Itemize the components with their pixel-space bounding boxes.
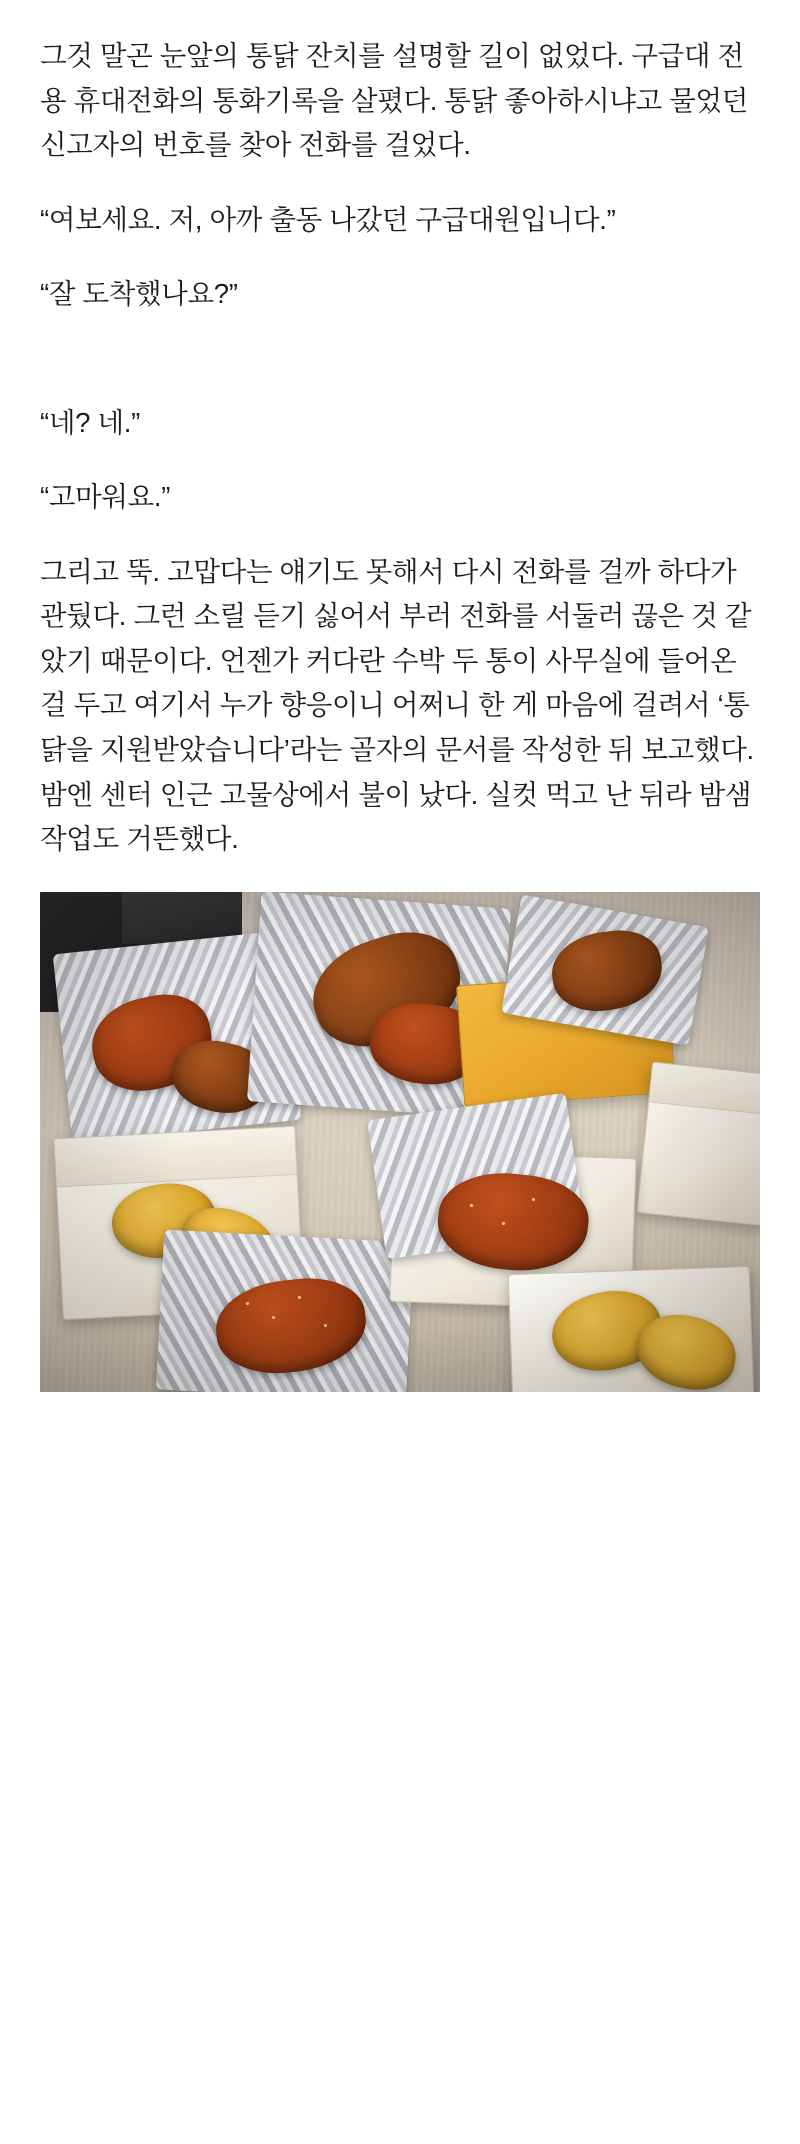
photo-paper-box [636, 1061, 760, 1226]
paragraph-2-dialogue: “여보세요. 저, 아까 출동 나갔던 구급대원입니다.” [40, 203, 616, 235]
paragraph-5-dialogue: “고마워요.” [40, 481, 171, 513]
photo-sesame-seed [470, 1204, 473, 1207]
photo-box-lid [54, 1126, 296, 1186]
photo-sesame-seed [298, 1296, 301, 1299]
photo-sesame-seed [324, 1324, 327, 1327]
article-body [0, 0, 800, 862]
photo-container [0, 892, 800, 1392]
photo-sesame-seed [502, 1222, 505, 1225]
photo-sesame-seed [532, 1198, 535, 1201]
paragraph-6: 그리고 뚝. 고맙다는 얘기도 못해서 다시 전화를 걸까 하다가 관뒀다. 그런 소릴 듣기 싫어서 부러 전화를 서둘러 끊은 것 같았기 때문이다. 언젠가 커다란 수박 두 통이 사무실에 들어온 걸 두고 여기서 누가 향응이니 어쩌니 한 게 마음에 걸려서 ‘통닭을 지원받았습니다’라는 골자의 문서를 작성한 뒤 보고했다. 밤엔 센터 인근 고물상에서 불이 났다. 실컷 먹고 난 뒤라 밤샘 작업도 거뜬했다. [40, 555, 754, 855]
paragraph-4-dialogue: “네? 네.” [40, 406, 140, 438]
paragraph-1: 그것 말곤 눈앞의 통닭 잔치를 설명할 길이 없었다. 구급대 전용 휴대전화의 통화기록을 살폈다. 통닭 좋아하시냐고 물었던 신고자의 번호를 찾아 전화를 걸었다. [40, 40, 749, 161]
photo-box-lid [649, 1062, 760, 1115]
photo-sesame-seed [246, 1302, 249, 1305]
photo-sesame-seed [272, 1316, 275, 1319]
paragraph-3-dialogue: “잘 도착했나요?” [40, 278, 238, 310]
fried-chicken-boxes-photo [40, 892, 760, 1392]
